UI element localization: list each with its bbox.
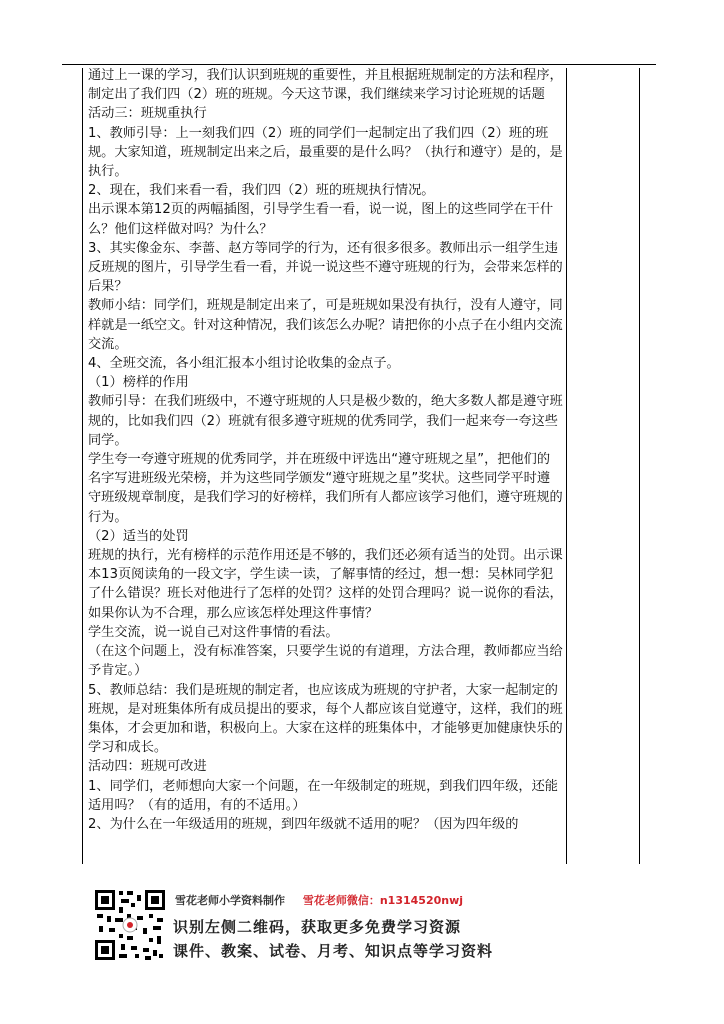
paragraph: 学生交流，说一说自己对这件事情的看法。 bbox=[88, 624, 339, 640]
paragraph: 通过上一课的学习，我们认识到班规的重要性，并且根据班规制定的方法和程序，制定出了我们四（2）班的班规。今天这节课，我们继续来学习讨论班规的话题 bbox=[88, 68, 563, 103]
subheading: （2）适当的处罚 bbox=[88, 528, 189, 544]
paragraph: 班规的执行，光有榜样的示范作用还是不够的，我们还必须有适当的处罚。出示课本13页阅读角的一段文字，学生读一读，了解事情的经过，想一想：吴林同学犯了什么错误？班长对他进行了怎样的处罚？这样的处罚合理吗？说一说你的看法，如果你认为不合理，那么应该怎样处理这件事情？ bbox=[88, 548, 563, 621]
footer-author-line bbox=[175, 892, 463, 908]
paragraph: 1、同学们，老师想向大家一个问题，在一年级制定的班规，到我们四年级，还能适用吗？（有的适用，有的不适用。） bbox=[88, 778, 558, 813]
footer-banner bbox=[93, 888, 613, 968]
paragraph: 学生夸一夸遵守班规的优秀同学，并在班级中评选出“遵守班规之星”，把他们的名字写进班级光荣榜，并为这些同学颁发“遵守班规之星”奖状。这些同学平时遵守班级规章制度，是我们学习的好榜样，我们所有人都应该学习他们，遵守班规的行为。 bbox=[88, 452, 563, 525]
activity-heading: 活动四：班规可改进 bbox=[88, 759, 207, 775]
wechat-text: 雪花老师微信：n1314520nwj bbox=[302, 894, 464, 907]
paragraph: 教师小结：同学们，班规是制定出来了，可是班规如果没有执行，没有人遵守，同样就是一纸空文。针对这种情况，我们该怎么办呢？请把你的小点子在小组内交流交流。 bbox=[88, 298, 563, 352]
paragraph: 1、教师引导：上一刻我们四（2）班的同学们一起制定出了我们四（2）班的班规。大家知道，班规制定出来之后，最重要的是什么吗？（执行和遵守）是的，是执行。 bbox=[88, 125, 563, 180]
paragraph: 教师引导：在我们班级中，不遵守班规的人只是极少数的，绝大多数人都是遵守班规的，比如我们四（2）班就有很多遵守班规的优秀同学，我们一起来夸一夸这些同学。 bbox=[88, 394, 563, 448]
qr-code-icon bbox=[93, 888, 167, 962]
notes-column-divider bbox=[566, 68, 567, 864]
header-rule bbox=[62, 64, 656, 65]
paragraph: 出示课本第12页的两幅插图，引导学生看一看，说一说，图上的这些同学在干什么？他们这样做对吗？为什么？ bbox=[88, 202, 554, 237]
paragraph: 2、为什么在一年级适用的班规，到四年级就不适用的呢？（因为四年级的 bbox=[88, 816, 519, 832]
footer-qr-hint: 识别左侧二维码，获取更多免费学习资源 bbox=[173, 918, 462, 936]
paragraph: 2、现在，我们来看一看，我们四（2）班的班规执行情况。 bbox=[88, 183, 435, 199]
paragraph: 5、教师总结：我们是班规的制定者，也应该成为班规的守护者，大家一起制定的班规，是对班集体所有成员提出的要求，每个人都应该自觉遵守，这样，我们的班集体，才会更加和谐，积极向上。大家在这样的班集体中，才能够更加健康快乐的学习和成长。 bbox=[88, 682, 563, 756]
footer-resources: 课件、教案、试卷、月考、知识点等学习资料 bbox=[173, 942, 494, 960]
paragraph: （在这个问题上，没有标准答案，只要学生说的有道理，方法合理，教师都应当给予肯定。） bbox=[88, 644, 563, 679]
activity-heading: 活动三：班规重执行 bbox=[88, 106, 207, 122]
paragraph: 4、全班交流，各小组汇报本小组讨论收集的金点子。 bbox=[88, 356, 400, 372]
paragraph: 3、其实像金东、李蔷、赵方等同学的行为，还有很多很多。教师出示一组学生违反班规的图片，引导学生看一看，并说一说这些不遵守班规的行为，会带来怎样的后果？ bbox=[88, 240, 563, 295]
author-text: 雪花老师小学资料制作 bbox=[175, 894, 285, 907]
lesson-content bbox=[88, 66, 563, 834]
subheading: （1）榜样的作用 bbox=[88, 375, 189, 391]
